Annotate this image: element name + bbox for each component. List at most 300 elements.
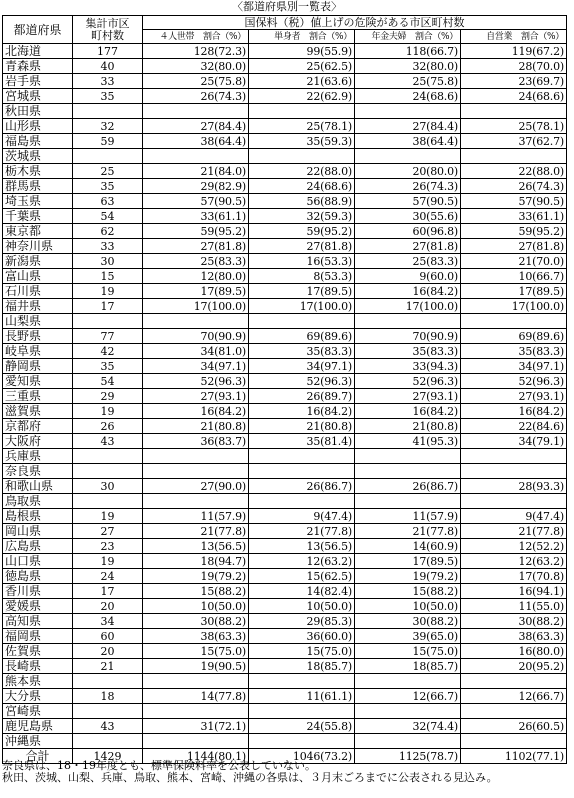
table-row <box>3 434 567 449</box>
row-self-employed: 9(47.4) <box>461 509 567 524</box>
row-count: 35 <box>73 359 143 374</box>
row-family4: 36(83.7) <box>143 434 249 449</box>
row-prefecture: 佐賀県 <box>3 644 73 659</box>
row-prefecture: 長野県 <box>3 329 73 344</box>
row-family4 <box>143 314 249 329</box>
row-pension-couple: 17(89.5) <box>355 554 461 569</box>
row-pension-couple: 16(84.2) <box>355 284 461 299</box>
row-single: 16(53.3) <box>249 254 355 269</box>
row-family4 <box>143 734 249 749</box>
row-self-employed: 25(78.1) <box>461 119 567 134</box>
row-count: 19 <box>73 404 143 419</box>
row-pension-couple <box>355 314 461 329</box>
row-count <box>73 314 143 329</box>
table-row <box>3 134 567 149</box>
table-row <box>3 344 567 359</box>
row-prefecture: 滋賀県 <box>3 404 73 419</box>
row-prefecture: 島根県 <box>3 509 73 524</box>
row-single: 17(89.5) <box>249 284 355 299</box>
row-family4 <box>143 494 249 509</box>
row-prefecture: 埼玉県 <box>3 194 73 209</box>
row-pension-couple: 9(60.0) <box>355 269 461 284</box>
row-family4: 11(57.9) <box>143 509 249 524</box>
row-count: 33 <box>73 239 143 254</box>
row-prefecture: 宮崎県 <box>3 704 73 719</box>
row-prefecture: 栃木県 <box>3 164 73 179</box>
row-count <box>73 464 143 479</box>
row-single: 11(61.1) <box>249 689 355 704</box>
header-prefecture: 都道府県 <box>3 16 73 44</box>
row-single: 25(62.5) <box>249 59 355 74</box>
table-row <box>3 74 567 89</box>
table-row <box>3 644 567 659</box>
row-single: 69(89.6) <box>249 329 355 344</box>
row-pension-couple: 25(83.3) <box>355 254 461 269</box>
row-count: 54 <box>73 209 143 224</box>
row-self-employed <box>461 734 567 749</box>
row-single: 29(85.3) <box>249 614 355 629</box>
row-single: 59(95.2) <box>249 224 355 239</box>
row-pension-couple: 16(84.2) <box>355 404 461 419</box>
table-row <box>3 209 567 224</box>
row-single: 35(59.3) <box>249 134 355 149</box>
row-prefecture: 沖縄県 <box>3 734 73 749</box>
row-family4: 13(56.5) <box>143 539 249 554</box>
row-pension-couple: 24(68.6) <box>355 89 461 104</box>
table-row <box>3 584 567 599</box>
table-row <box>3 254 567 269</box>
row-family4: 128(72.3) <box>143 44 249 59</box>
table-row <box>3 59 567 74</box>
row-count: 35 <box>73 179 143 194</box>
table-row <box>3 164 567 179</box>
row-pension-couple: 19(79.2) <box>355 569 461 584</box>
row-pension-couple: 30(88.2) <box>355 614 461 629</box>
row-count: 21 <box>73 659 143 674</box>
row-single: 52(96.3) <box>249 374 355 389</box>
table-row <box>3 554 567 569</box>
row-self-employed: 57(90.5) <box>461 194 567 209</box>
table-row <box>3 89 567 104</box>
row-pension-couple: 17(100.0) <box>355 299 461 314</box>
row-family4: 34(97.1) <box>143 359 249 374</box>
row-family4: 52(96.3) <box>143 374 249 389</box>
row-prefecture: 岐阜県 <box>3 344 73 359</box>
row-family4 <box>143 704 249 719</box>
row-pension-couple: 26(86.7) <box>355 479 461 494</box>
row-family4: 57(90.5) <box>143 194 249 209</box>
row-self-employed <box>461 149 567 164</box>
row-single: 14(82.4) <box>249 584 355 599</box>
row-family4: 25(83.3) <box>143 254 249 269</box>
row-count: 177 <box>73 44 143 59</box>
row-count <box>73 734 143 749</box>
header-sub-pension-couple: 年金夫婦 割合（%） <box>355 30 461 44</box>
row-self-employed <box>461 104 567 119</box>
row-count: 63 <box>73 194 143 209</box>
row-count <box>73 704 143 719</box>
row-prefecture: 神奈川県 <box>3 239 73 254</box>
row-count: 77 <box>73 329 143 344</box>
row-pension-couple: 30(55.6) <box>355 209 461 224</box>
row-self-employed: 12(66.7) <box>461 689 567 704</box>
row-family4: 10(50.0) <box>143 599 249 614</box>
row-prefecture: 福井県 <box>3 299 73 314</box>
row-self-employed: 119(67.2) <box>461 44 567 59</box>
row-pension-couple: 20(80.0) <box>355 164 461 179</box>
row-family4: 27(81.8) <box>143 239 249 254</box>
row-family4: 18(94.7) <box>143 554 249 569</box>
row-count: 27 <box>73 524 143 539</box>
row-self-employed: 26(74.3) <box>461 179 567 194</box>
table-row <box>3 374 567 389</box>
row-family4 <box>143 149 249 164</box>
header-group: 国保料（税）値上げの危険がある市区町村数 <box>143 16 567 30</box>
row-count: 30 <box>73 254 143 269</box>
row-pension-couple <box>355 464 461 479</box>
table-row <box>3 239 567 254</box>
row-single <box>249 449 355 464</box>
header-sub-single: 単身者 割合（%） <box>249 30 355 44</box>
row-family4: 59(95.2) <box>143 224 249 239</box>
row-single: 27(81.8) <box>249 239 355 254</box>
row-count <box>73 449 143 464</box>
row-self-employed <box>461 314 567 329</box>
row-prefecture: 鳥取県 <box>3 494 73 509</box>
row-family4 <box>143 104 249 119</box>
row-single: 16(84.2) <box>249 404 355 419</box>
row-self-employed <box>461 494 567 509</box>
row-prefecture: 和歌山県 <box>3 479 73 494</box>
row-self-employed: 52(96.3) <box>461 374 567 389</box>
row-single: 18(85.7) <box>249 659 355 674</box>
row-pension-couple: 21(80.8) <box>355 419 461 434</box>
row-self-employed: 17(89.5) <box>461 284 567 299</box>
row-pension-couple: 41(95.3) <box>355 434 461 449</box>
row-family4: 15(88.2) <box>143 584 249 599</box>
row-single: 56(88.9) <box>249 194 355 209</box>
header-count-line1: 集計市区 <box>85 16 130 30</box>
header-sub-self-employed: 自営業 割合（%） <box>461 30 567 44</box>
row-count: 42 <box>73 344 143 359</box>
row-single: 99(55.9) <box>249 44 355 59</box>
row-single: 15(75.0) <box>249 644 355 659</box>
row-single: 17(100.0) <box>249 299 355 314</box>
row-pension-couple: 27(84.4) <box>355 119 461 134</box>
table-row <box>3 509 567 524</box>
row-prefecture: 高知県 <box>3 614 73 629</box>
row-self-employed: 12(52.2) <box>461 539 567 554</box>
total-label: 合計 <box>3 749 73 764</box>
row-prefecture: 山梨県 <box>3 314 73 329</box>
row-single <box>249 704 355 719</box>
row-pension-couple: 32(80.0) <box>355 59 461 74</box>
row-prefecture: 大分県 <box>3 689 73 704</box>
row-single: 21(80.8) <box>249 419 355 434</box>
row-count: 18 <box>73 689 143 704</box>
footnote-pending: 秋田、茨城、山梨、兵庫、鳥取、熊本、宮崎、沖縄の各県は、３月末ごろまでに公表される見込み。 <box>2 771 498 784</box>
table-row <box>3 539 567 554</box>
row-prefecture: 香川県 <box>3 584 73 599</box>
row-pension-couple: 15(88.2) <box>355 584 461 599</box>
row-prefecture: 富山県 <box>3 269 73 284</box>
table-row <box>3 494 567 509</box>
row-prefecture: 静岡県 <box>3 359 73 374</box>
table-row <box>3 614 567 629</box>
row-family4: 29(82.9) <box>143 179 249 194</box>
row-family4: 27(84.4) <box>143 119 249 134</box>
row-pension-couple: 118(66.7) <box>355 44 461 59</box>
row-pension-couple: 25(75.8) <box>355 74 461 89</box>
table-row <box>3 104 567 119</box>
table-row <box>3 269 567 284</box>
table-row <box>3 314 567 329</box>
row-count: 60 <box>73 629 143 644</box>
prefecture-table <box>2 15 567 764</box>
row-single: 22(88.0) <box>249 164 355 179</box>
table-row <box>3 224 567 239</box>
row-count: 43 <box>73 434 143 449</box>
row-self-employed: 16(80.0) <box>461 644 567 659</box>
row-family4: 21(77.8) <box>143 524 249 539</box>
row-pension-couple: 10(50.0) <box>355 599 461 614</box>
table-row <box>3 119 567 134</box>
row-pension-couple: 15(75.0) <box>355 644 461 659</box>
row-self-employed <box>461 449 567 464</box>
row-prefecture: 奈良県 <box>3 464 73 479</box>
row-prefecture: 京都府 <box>3 419 73 434</box>
row-pension-couple: 27(81.8) <box>355 239 461 254</box>
row-family4: 12(80.0) <box>143 269 249 284</box>
row-single: 35(81.4) <box>249 434 355 449</box>
row-count: 15 <box>73 269 143 284</box>
row-family4: 38(64.4) <box>143 134 249 149</box>
row-count: 23 <box>73 539 143 554</box>
table-row <box>3 599 567 614</box>
row-family4 <box>143 464 249 479</box>
row-prefecture: 愛知県 <box>3 374 73 389</box>
row-family4: 32(80.0) <box>143 59 249 74</box>
footnote-nara: 奈良県は、18・19年度とも、標準保険料率を公表していない。 <box>2 759 316 772</box>
row-self-employed: 12(63.2) <box>461 554 567 569</box>
row-count: 32 <box>73 119 143 134</box>
table-body <box>3 44 567 749</box>
row-single: 24(55.8) <box>249 719 355 734</box>
row-prefecture: 広島県 <box>3 539 73 554</box>
row-pension-couple: 26(74.3) <box>355 179 461 194</box>
row-single: 9(47.4) <box>249 509 355 524</box>
row-count: 19 <box>73 554 143 569</box>
row-count: 19 <box>73 509 143 524</box>
row-count: 25 <box>73 164 143 179</box>
row-pension-couple <box>355 449 461 464</box>
row-single: 25(78.1) <box>249 119 355 134</box>
row-single: 13(56.5) <box>249 539 355 554</box>
table-row <box>3 629 567 644</box>
row-prefecture: 北海道 <box>3 44 73 59</box>
row-family4: 30(88.2) <box>143 614 249 629</box>
header-sub-family4: ４人世帯 割合（%） <box>143 30 249 44</box>
table-row <box>3 329 567 344</box>
row-count: 59 <box>73 134 143 149</box>
header-count-line2: 町村数 <box>91 28 124 42</box>
row-self-employed: 38(63.3) <box>461 629 567 644</box>
row-self-employed: 11(55.0) <box>461 599 567 614</box>
row-self-employed: 17(100.0) <box>461 299 567 314</box>
row-pension-couple: 21(77.8) <box>355 524 461 539</box>
table-row <box>3 569 567 584</box>
row-single: 26(89.7) <box>249 389 355 404</box>
row-prefecture: 秋田県 <box>3 104 73 119</box>
table-row <box>3 404 567 419</box>
row-self-employed: 21(70.0) <box>461 254 567 269</box>
row-count: 24 <box>73 569 143 584</box>
row-family4: 27(93.1) <box>143 389 249 404</box>
row-pension-couple: 18(85.7) <box>355 659 461 674</box>
table-row <box>3 734 567 749</box>
row-self-employed: 35(83.3) <box>461 344 567 359</box>
row-family4: 19(79.2) <box>143 569 249 584</box>
row-prefecture: 鹿児島県 <box>3 719 73 734</box>
row-single: 10(50.0) <box>249 599 355 614</box>
row-self-employed: 30(88.2) <box>461 614 567 629</box>
row-count: 40 <box>73 59 143 74</box>
row-pension-couple: 11(57.9) <box>355 509 461 524</box>
table-row <box>3 284 567 299</box>
table-row <box>3 479 567 494</box>
row-self-employed: 16(84.2) <box>461 404 567 419</box>
row-pension-couple <box>355 704 461 719</box>
table-row <box>3 704 567 719</box>
row-self-employed: 22(84.6) <box>461 419 567 434</box>
row-pension-couple: 52(96.3) <box>355 374 461 389</box>
row-prefecture: 岩手県 <box>3 74 73 89</box>
table-row <box>3 299 567 314</box>
row-count: 20 <box>73 599 143 614</box>
row-family4: 33(61.1) <box>143 209 249 224</box>
row-family4: 27(90.0) <box>143 479 249 494</box>
row-single <box>249 314 355 329</box>
row-single: 24(68.6) <box>249 179 355 194</box>
row-prefecture: 岡山県 <box>3 524 73 539</box>
row-prefecture: 東京都 <box>3 224 73 239</box>
table-row <box>3 194 567 209</box>
row-family4: 31(72.1) <box>143 719 249 734</box>
row-self-employed: 33(61.1) <box>461 209 567 224</box>
row-prefecture: 兵庫県 <box>3 449 73 464</box>
row-single <box>249 734 355 749</box>
row-count: 35 <box>73 89 143 104</box>
table-row <box>3 179 567 194</box>
total-single: 1046(73.2) <box>249 749 355 764</box>
row-family4: 21(80.8) <box>143 419 249 434</box>
row-family4: 38(63.3) <box>143 629 249 644</box>
row-self-employed <box>461 464 567 479</box>
row-family4 <box>143 674 249 689</box>
row-prefecture: 福岡県 <box>3 629 73 644</box>
row-family4: 16(84.2) <box>143 404 249 419</box>
row-pension-couple: 70(90.9) <box>355 329 461 344</box>
row-pension-couple: 39(65.0) <box>355 629 461 644</box>
row-pension-couple <box>355 149 461 164</box>
row-self-employed: 27(93.1) <box>461 389 567 404</box>
row-pension-couple: 38(64.4) <box>355 134 461 149</box>
row-prefecture: 山口県 <box>3 554 73 569</box>
row-prefecture: 徳島県 <box>3 569 73 584</box>
row-self-employed: 10(66.7) <box>461 269 567 284</box>
row-prefecture: 宮城県 <box>3 89 73 104</box>
row-count <box>73 494 143 509</box>
row-single: 21(77.8) <box>249 524 355 539</box>
row-count: 33 <box>73 74 143 89</box>
row-count: 34 <box>73 614 143 629</box>
row-prefecture: 愛媛県 <box>3 599 73 614</box>
row-prefecture: 三重県 <box>3 389 73 404</box>
row-self-employed: 37(62.7) <box>461 134 567 149</box>
table-row <box>3 689 567 704</box>
row-pension-couple <box>355 734 461 749</box>
row-single: 12(63.2) <box>249 554 355 569</box>
row-count: 29 <box>73 389 143 404</box>
table-row <box>3 419 567 434</box>
row-prefecture: 千葉県 <box>3 209 73 224</box>
row-family4: 17(89.5) <box>143 284 249 299</box>
total-self-employed: 1102(77.1) <box>461 749 567 764</box>
row-count: 30 <box>73 479 143 494</box>
row-self-employed: 21(77.8) <box>461 524 567 539</box>
row-self-employed: 28(93.3) <box>461 479 567 494</box>
row-family4: 25(75.8) <box>143 74 249 89</box>
row-count: 43 <box>73 719 143 734</box>
row-family4: 15(75.0) <box>143 644 249 659</box>
row-self-employed <box>461 674 567 689</box>
row-self-employed: 34(79.1) <box>461 434 567 449</box>
row-self-employed: 69(89.6) <box>461 329 567 344</box>
table-row <box>3 659 567 674</box>
row-self-employed: 16(94.1) <box>461 584 567 599</box>
row-single <box>249 494 355 509</box>
table-row <box>3 464 567 479</box>
row-self-employed: 22(88.0) <box>461 164 567 179</box>
row-self-employed: 23(69.7) <box>461 74 567 89</box>
row-pension-couple: 35(83.3) <box>355 344 461 359</box>
row-single: 15(62.5) <box>249 569 355 584</box>
footnotes <box>2 760 572 784</box>
row-count: 62 <box>73 224 143 239</box>
row-single: 36(60.0) <box>249 629 355 644</box>
row-count: 17 <box>73 584 143 599</box>
row-self-employed: 20(95.2) <box>461 659 567 674</box>
row-self-employed <box>461 704 567 719</box>
row-self-employed: 17(70.8) <box>461 569 567 584</box>
row-prefecture: 群馬県 <box>3 179 73 194</box>
row-count <box>73 149 143 164</box>
row-count: 26 <box>73 419 143 434</box>
row-self-employed: 59(95.2) <box>461 224 567 239</box>
row-self-employed: 34(97.1) <box>461 359 567 374</box>
table-row <box>3 449 567 464</box>
row-count: 20 <box>73 644 143 659</box>
row-count <box>73 674 143 689</box>
total-count: 1429 <box>73 749 143 764</box>
row-pension-couple <box>355 104 461 119</box>
table-row <box>3 149 567 164</box>
row-single: 22(62.9) <box>249 89 355 104</box>
table-caption: 〈都道府県別一覧表〉 <box>232 0 342 13</box>
row-prefecture: 新潟県 <box>3 254 73 269</box>
row-family4: 21(84.0) <box>143 164 249 179</box>
row-prefecture: 福島県 <box>3 134 73 149</box>
